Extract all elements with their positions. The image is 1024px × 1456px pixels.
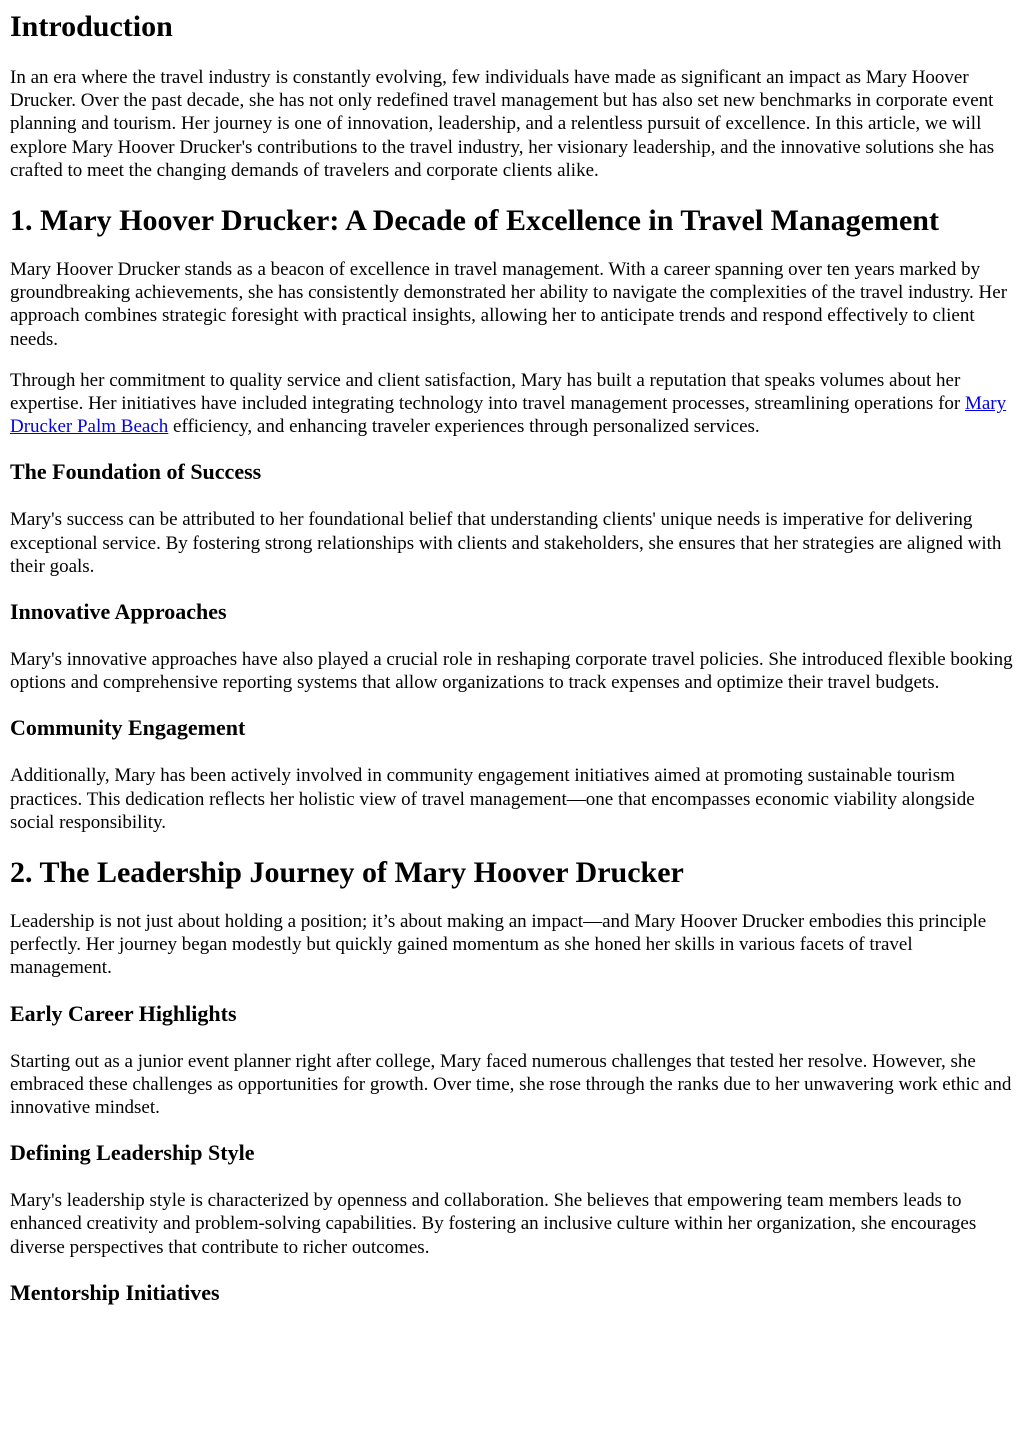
community-engagement-paragraph: Additionally, Mary has been actively involved in community engagement initiatives aimed at promoting sustainable tourism practices. This dedication reflects her holistic view of travel management—one that encompasses economic viability alongside social responsibility. bbox=[10, 765, 975, 833]
intro-paragraph: In an era where the travel industry is constantly evolving, few individuals have made as significant an impact as Mary Hoover Drucker. Over the past decade, she has not only redefined travel management but has also set new benchmarks in corporate event planning and tourism. Her journey is one of innovation, leadership, and a relentless pursuit of excellence. In this article, we will explore Mary Hoover Drucker's contributions to the travel industry, her visionary leadership, and the innovative solutions she has crafted to meet the changing demands of travelers and corporate clients alike. bbox=[10, 67, 995, 181]
section1-paragraph-2 bbox=[10, 369, 1016, 439]
section1-paragraph-2-start: Through her commitment to quality service and client satisfaction, Mary has built a reputation that speaks volumes about her expertise. Her initiatives have included integrating technology into travel management processes, streamlining operations for bbox=[10, 369, 965, 415]
innovative-approaches-heading: Innovative Approaches bbox=[10, 599, 227, 625]
section1-paragraph-1: Mary Hoover Drucker stands as a beacon of excellence in travel management. With a career spanning over ten years marked by groundbreaking achievements, she has consistently demonstrated her ability to navigate the complexities of the travel industry. Her approach combines strategic foresight with practical insights, allowing her to anticipate trends and respond effectively to client needs. bbox=[10, 259, 1008, 350]
community-engagement-heading: Community Engagement bbox=[10, 715, 246, 741]
mentorship-heading: Mentorship Initiatives bbox=[10, 1279, 220, 1305]
section2-paragraph-1: Leadership is not just about holding a position; it’s about making an impact—and Mary Hoover Drucker embodies this principle perfectly. Her journey began modestly but quickly gained momentum as she honed her skills in various facets of travel management. bbox=[10, 911, 987, 979]
early-career-paragraph: Starting out as a junior event planner right after college, Mary faced numerous challenges that tested her resolve. However, she embraced these challenges as opportunities for growth. Over time, she rose through the ranks due to her unwavering work ethic and innovative mindset. bbox=[10, 1050, 1012, 1119]
intro-heading: Introduction bbox=[10, 10, 173, 43]
foundation-heading: The Foundation of Success bbox=[10, 459, 262, 485]
mary-drucker-palm-beach-link[interactable]: Mary Drucker Palm Beach bbox=[10, 393, 1007, 438]
leadership-style-heading: Defining Leadership Style bbox=[10, 1140, 255, 1166]
article bbox=[0, 10, 1024, 1306]
foundation-paragraph: Mary's success can be attributed to her foundational belief that understanding clients' unique needs is imperative for delivering exceptional service. By fostering strong relationships with clients and stakeholders, she ensures that her strategies are aligned with their goals. bbox=[10, 509, 1002, 577]
early-career-heading: Early Career Highlights bbox=[10, 1000, 237, 1026]
section1-heading: 1. Mary Hoover Drucker: A Decade of Excellence in Travel Management bbox=[10, 204, 939, 238]
innovative-approaches-paragraph: Mary's innovative approaches have also played a crucial role in reshaping corporate travel policies. She introduced flexible booking options and comprehensive reporting systems that allow organizations to track expenses and optimize their travel budgets. bbox=[10, 649, 1013, 694]
section2-heading: 2. The Leadership Journey of Mary Hoover Drucker bbox=[10, 856, 684, 890]
leadership-style-paragraph: Mary's leadership style is characterized by openness and collaboration. She believes that empowering team members leads to enhanced creativity and problem-solving capabilities. By fostering an inclusive culture within her organization, she encourages diverse perspectives that contribute to richer outcomes. bbox=[10, 1190, 977, 1258]
section1-paragraph-2-end: efficiency, and enhancing traveler experiences through personalized services. bbox=[168, 416, 760, 438]
